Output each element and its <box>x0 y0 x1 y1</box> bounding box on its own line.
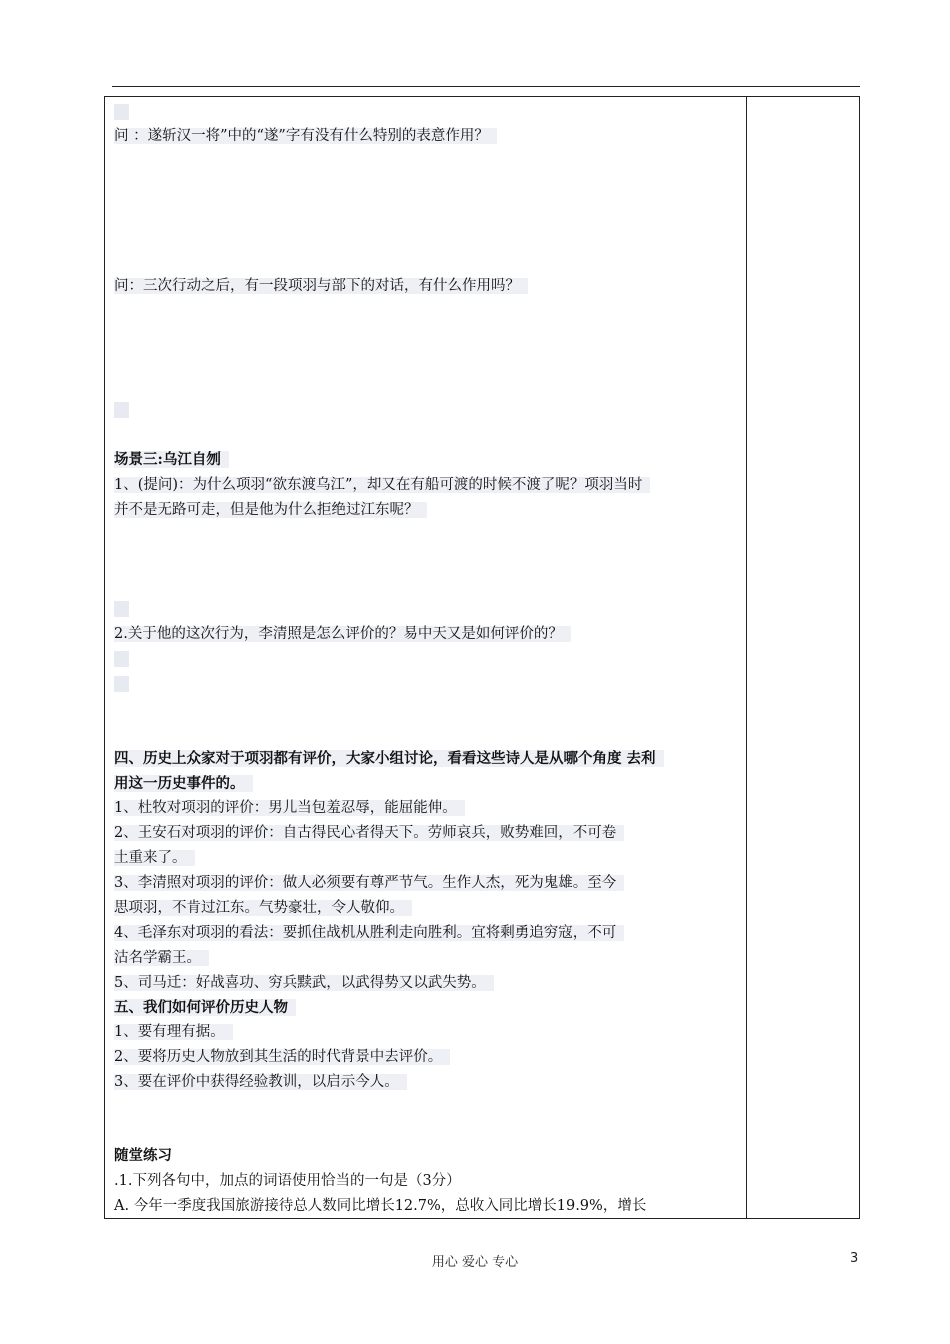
evaluation-item: 2、王安石对项羽的评价：自古得民心者得天下。劳师哀兵，败势难回，不可卷 <box>114 824 624 842</box>
section-four-heading-cont: 用这一历史事件的。 <box>114 775 253 793</box>
evaluation-item: 5、司马迁：好战喜功、穷兵黩武，以武得势又以武失势。 <box>114 974 494 992</box>
evaluation-item: 3、李清照对项羽的评价：做人必须要有尊严节气。生作人杰，死为鬼雄。至今 <box>114 874 624 892</box>
evaluation-item-cont: 思项羽，不肯过江东。气势豪壮，令人敬仰。 <box>114 899 412 917</box>
text-line: 2.关于他的这次行为，李清照是怎么评价的？易中天又是如何评价的？ <box>114 625 571 643</box>
question-line: 问 ：遂斩汉一将”中的“遂”字有没有什么特别的表意作用？ <box>114 127 497 145</box>
empty-placeholder <box>114 651 129 667</box>
principle-item: 3、要在评价中获得经验教训，以启示今人。 <box>114 1073 407 1091</box>
evaluation-item-cont: 沽名学霸王。 <box>114 949 209 967</box>
header-rule <box>112 86 860 87</box>
footer-motto: 用心 爱心 专心 <box>431 1255 519 1270</box>
section-four-heading: 四、历史上众家对于项羽都有评价，大家小组讨论，看看这些诗人是从哪个角度 去利 <box>114 750 664 768</box>
empty-placeholder <box>114 104 129 120</box>
empty-placeholder <box>114 601 129 617</box>
evaluation-item-cont: 土重来了。 <box>114 849 195 867</box>
scene-three-heading: 场景三:乌江自刎 <box>114 451 229 469</box>
exercise-question: .1.下列各句中，加点的词语使用恰当的一句是（3分） <box>114 1173 461 1189</box>
principle-item: 2、要将历史人物放到其生活的时代背景中去评价。 <box>114 1048 450 1066</box>
section-five-heading: 五、我们如何评价历史人物 <box>114 999 296 1017</box>
text-line: 1、(提问)：为什么项羽“欲东渡乌江”，却又在有船可渡的时候不渡了呢？项羽当时 <box>114 476 650 494</box>
principle-item: 1、要有理有据。 <box>114 1023 233 1041</box>
table-column-divider <box>746 96 747 1219</box>
exercise-option: A. 今年一季度我国旅游接待总人数同比增长12.7%，总收入同比增长19.9%，增长 <box>114 1198 647 1214</box>
empty-placeholder <box>114 402 129 418</box>
page-number: 3 <box>850 1251 859 1266</box>
practice-heading: 随堂练习 <box>114 1147 172 1164</box>
evaluation-item: 1、杜牧对项羽的评价：男儿当包羞忍辱，能屈能伸。 <box>114 799 465 817</box>
empty-placeholder <box>114 676 129 692</box>
question-line: 问：三次行动之后，有一段项羽与部下的对话，有什么作用吗？ <box>114 277 528 295</box>
evaluation-item: 4、毛泽东对项羽的看法：要抓住战机从胜利走向胜利。宜将剩勇追穷寇，不可 <box>114 924 624 942</box>
text-line: 并不是无路可走，但是他为什么拒绝过江东呢？ <box>114 501 427 519</box>
